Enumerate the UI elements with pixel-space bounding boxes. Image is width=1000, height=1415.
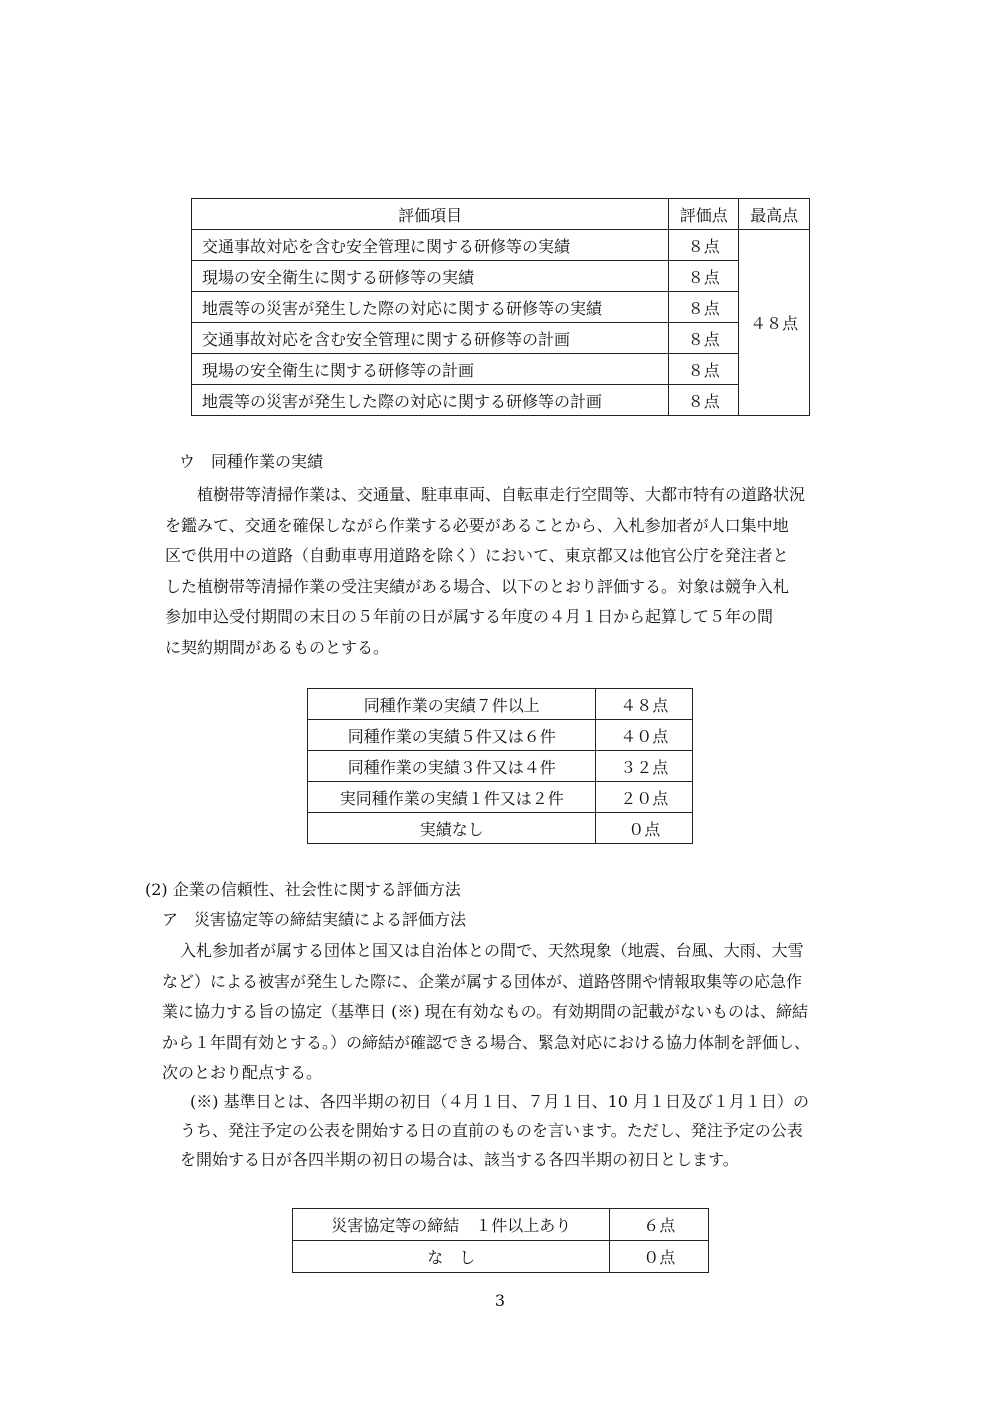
- paragraph-line: 区で供用中の道路（自動車専用道路を除く）において、東京都又は他官公庁を発注者と: [165, 546, 789, 565]
- header-max-score: 最高点: [739, 199, 810, 230]
- table-row: [308, 689, 693, 720]
- note-line: を開始する日が各四半期の初日の場合は、該当する各四半期の初日とします。: [180, 1150, 739, 1169]
- paragraph-line: 業に協力する旨の協定（基準日 (※) 現在有効なもの。有効期間の記載がないものは、締結: [162, 1002, 809, 1021]
- row-score: ８点: [669, 385, 739, 416]
- row-item: 現場の安全衛生に関する研修等の計画: [192, 354, 669, 385]
- table-row: [192, 292, 810, 323]
- reference-date-note: [180, 1087, 870, 1174]
- table-row: [308, 782, 693, 813]
- table-row: [192, 230, 810, 261]
- row-score: ８点: [669, 323, 739, 354]
- table-row: [192, 323, 810, 354]
- table-row: [308, 720, 693, 751]
- training-evaluation-table: [191, 198, 810, 416]
- row-label: 災害協定等の締結 １件以上あり: [293, 1209, 610, 1241]
- max-score-cell: ４８点: [739, 230, 810, 416]
- page-number: 3: [494, 1291, 506, 1310]
- section-u-heading: ウ 同種作業の実績: [179, 452, 324, 471]
- row-score: ３２点: [596, 751, 693, 782]
- table-row: [293, 1209, 709, 1241]
- table-header-row: [192, 199, 810, 230]
- row-score: ６点: [610, 1209, 709, 1241]
- table-row: [308, 751, 693, 782]
- row-item: 地震等の災害が発生した際の対応に関する研修等の計画: [192, 385, 669, 416]
- paragraph-line: に契約期間があるものとする。: [165, 637, 390, 657]
- row-score: ０点: [610, 1241, 709, 1273]
- section-2-sub-heading: ア 災害協定等の締結実績による評価方法: [162, 910, 467, 929]
- row-label: 同種作業の実績５件又は６件: [308, 720, 596, 751]
- table-row: [192, 354, 810, 385]
- note-line: うち、発注予定の公表を開始する日の直前のものを言います。ただし、発注予定の公表: [180, 1121, 803, 1140]
- row-label: 同種作業の実績７件以上: [308, 689, 596, 720]
- disaster-agreement-table: [292, 1208, 709, 1273]
- row-score: ２０点: [596, 782, 693, 813]
- paragraph-line: 植樹帯等清掃作業は、交通量、駐車車両、自転車走行空間等、大都市特有の道路状況: [197, 485, 806, 504]
- paragraph-line: 入札参加者が属する団体と国又は自治体との間で、天然現象（地震、台風、大雨、大雪: [180, 941, 804, 960]
- table-row: [293, 1241, 709, 1273]
- row-item: 現場の安全衛生に関する研修等の実績: [192, 261, 669, 292]
- row-item: 地震等の災害が発生した際の対応に関する研修等の実績: [192, 292, 669, 323]
- row-label: 実績なし: [308, 813, 596, 844]
- note-line: (※) 基準日とは、各四半期の初日（４月１日、７月１日、10 月１日及び１月１日）の: [190, 1092, 810, 1111]
- same-work-record-table: [307, 688, 693, 844]
- table-row: [192, 261, 810, 292]
- table-row: [192, 385, 810, 416]
- row-score: ０点: [596, 813, 693, 844]
- paragraph-line: 次のとおり配点する。: [162, 1063, 323, 1082]
- header-evaluation-score: 評価点: [669, 199, 739, 230]
- section-2-paragraph: [162, 936, 867, 1089]
- header-evaluation-item: 評価項目: [192, 199, 669, 230]
- row-score: ８点: [669, 261, 739, 292]
- row-score: ４０点: [596, 720, 693, 751]
- paragraph-line: した植樹帯等清掃作業の受注実績がある場合、以下のとおり評価する。対象は競争入札: [165, 576, 790, 596]
- row-label: 同種作業の実績３件又は４件: [308, 751, 596, 782]
- row-item: 交通事故対応を含む安全管理に関する研修等の計画: [192, 323, 669, 354]
- paragraph-line: など）による被害が発生した際に、企業が属する団体が、道路啓開や情報取集等の応急作: [162, 971, 803, 991]
- row-score: ８点: [669, 230, 739, 261]
- paragraph-line: を鑑みて、交通を確保しながら作業する必要があることから、入札参加者が人口集中地: [165, 515, 789, 535]
- section-u-paragraph: [165, 480, 865, 663]
- row-score: ８点: [669, 354, 739, 385]
- row-item: 交通事故対応を含む安全管理に関する研修等の実績: [192, 230, 669, 261]
- row-score: ４８点: [596, 689, 693, 720]
- row-score: ８点: [669, 292, 739, 323]
- table-row: [308, 813, 693, 844]
- row-label: な し: [293, 1241, 610, 1273]
- row-label: 実同種作業の実績１件又は２件: [308, 782, 596, 813]
- paragraph-line: から１年間有効とする。）の締結が確認できる場合、緊急対応における協力体制を評価し、: [162, 1032, 811, 1052]
- section-2-heading: (2) 企業の信頼性、社会性に関する評価方法: [145, 880, 461, 899]
- paragraph-line: 参加申込受付期間の末日の５年前の日が属する年度の４月１日から起算して５年の間: [165, 607, 774, 626]
